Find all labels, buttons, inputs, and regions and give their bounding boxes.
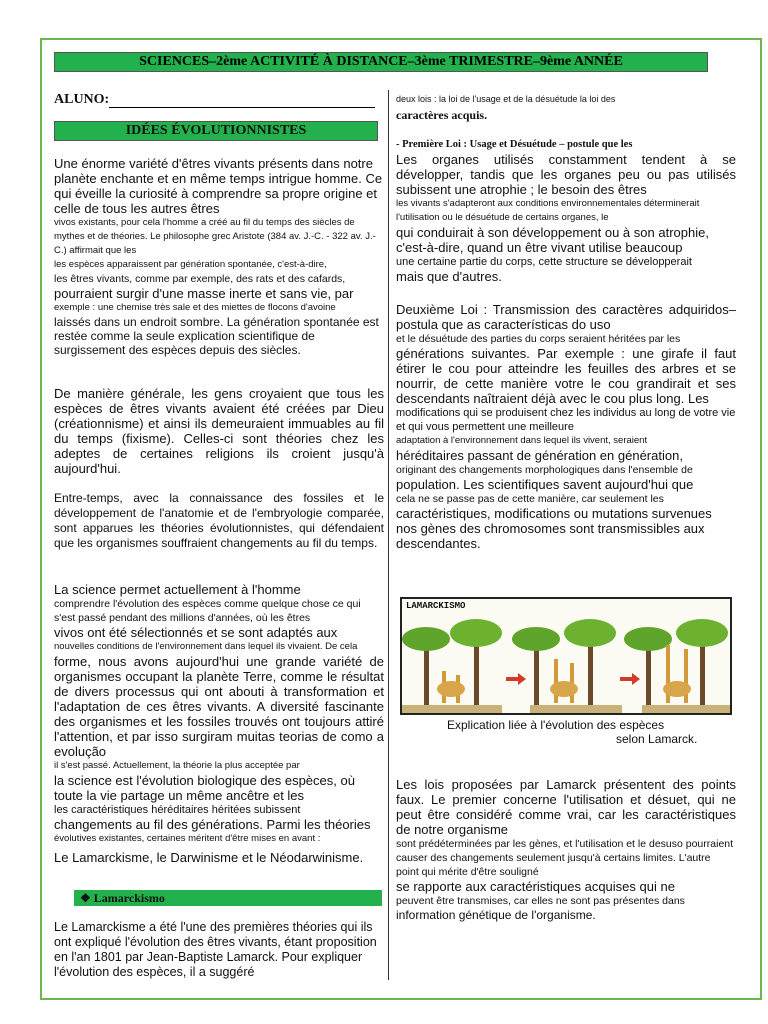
text-line: laissés dans un endroit sombre. La génération spontanée est restée comme la seule explication scientifique de surgissement des espèces depuis des siècles. — [54, 315, 379, 357]
text-line: deux lois : la loi de l'usage et de la désuétude la loi des — [396, 94, 616, 104]
student-name-field[interactable] — [54, 92, 378, 108]
text-line: Les organes utilisés constamment tendent à se développer, tandis que les organes peu ou pas utilisés subissent une atrophie ; le besoin des êtres — [396, 152, 736, 197]
text-line: exemple : une chemise très sale et des miettes de flocons d'avoine — [54, 302, 336, 313]
right-paragraph-3 — [396, 302, 736, 551]
right-paragraph-2 — [396, 138, 736, 284]
text-line: La science permet actuellement à l'homme — [54, 582, 301, 597]
text-line: cela ne se passe pas de cette manière, car seulement les — [396, 493, 664, 505]
text-line: forme, nous avons aujourd'hui une grande variété de organismes occupant la planète Terre, comme le résultat de divers processus qui ont abouti à transformation et l'adaptation de ces êtres vivants. A diversité fascinante des organismes et les fossiles trouvés ont toujours attiré l'attention, et par isso surgiram muitas teorias de como a evolução — [54, 654, 384, 759]
text-line: la science est l'évolution biologique des espèces, où toute la vie partage un même ancêtre et les — [54, 773, 355, 803]
text-line: pourraient surgir d'une masse inerte et sans vie, par — [54, 286, 354, 301]
column-divider — [388, 90, 389, 980]
text-line: caractères acquis. — [396, 108, 488, 122]
figure-caption — [400, 718, 732, 746]
text-line: Entre-temps, avec la connaissance des fossiles et le développement de l'anatomie et de l'embryologie comparée, sont apparues les théories évolutionnistes, qui défendaient que les organismes souffraient changements au fil du temps. — [54, 491, 384, 550]
text-line: et le désuétude des parties du corps seraient héritées par les — [396, 333, 681, 345]
text-line: évolutives existantes, certaines méritent d'être mises en avant : — [54, 833, 321, 844]
left-paragraph-3 — [54, 491, 384, 551]
text-line: mais que d'autres. — [396, 269, 502, 284]
text-line: il s'est passé. Actuellement, la théorie la plus acceptée par — [54, 760, 300, 771]
text-line: Deuxième Loi : Transmission des caractères adquiridos–postula que as características do uso — [396, 302, 736, 332]
text-line: population. Les scientifiques savent aujourd'hui que — [396, 477, 694, 492]
text-line: vivos ont été sélectionnés et se sont adaptés aux — [54, 625, 338, 640]
text-line: nouvelles conditions de l'environnement dans lequel ils vivaient. De cela — [54, 641, 358, 652]
right-paragraph-1 — [396, 92, 736, 124]
left-paragraph-1 — [54, 156, 384, 357]
text-line: les êtres vivants, comme par exemple, des rats et des cafards, — [54, 273, 346, 285]
caption-line-2: selon Lamarck. — [616, 732, 698, 746]
text-line: - Première Loi : Usage et Désuétude – postule que les — [396, 139, 633, 150]
text-line: caractéristiques, modifications ou mutations survenues nos gènes des chromosomes sont transmissibles aux descendantes. — [396, 506, 712, 551]
text-line: les caractéristiques héréditaires héritées subissent — [54, 804, 301, 816]
text-line: peuvent être transmises, car elles ne sont pas présentes dans — [396, 895, 685, 907]
caption-line-1: Explication liée à l'évolution des espèces — [447, 718, 665, 732]
text-line: comprendre l'évolution des espèces comme quelque chose ce qui s'est passé pendant des millions d'années, où les êtres — [54, 598, 361, 624]
text-line: modifications qui se produisent chez les individus au long de votre vie et qui vous permettent une meilleure — [396, 407, 736, 433]
text-line: sont prédéterminées par les gènes, et l'utilisation et le desuso pourraient causer des changements seulement jusqu'à certains limites. L'autre point qui mérite d'être souligné — [396, 838, 734, 878]
lamarckismo-heading: ❖ Lamarckismo — [74, 890, 382, 906]
left-paragraph-4 — [54, 582, 384, 865]
section-title: IDÉES ÉVOLUTIONNISTES — [54, 121, 378, 141]
left-paragraph-5 — [54, 920, 384, 980]
text-line: se rapporte aux caractéristiques acquises qui ne — [396, 879, 675, 894]
text-line: vivos existants, pour cela l'homme a créé au fil du temps des siècles de mythes et de théories. Le philosophe grec Aristote (384 av. J.-C. - 322 av. J.-C.) affirmait que les — [54, 217, 376, 256]
figure-label: LAMARCKISMO — [406, 601, 466, 611]
text-line: générations suivantes. Par exemple : une girafe il faut étirer le cou pour atteindre les feuilles des arbres et se nourrir, de cette manière votre le cou grandirait et ses descendants naîtraient déjà avec le cou plus long. Les — [396, 346, 736, 406]
text-line: Le Lamarckisme a été l'une des premières théories qui ils ont expliqué l'évolution des êtres vivants, étant proposition en l'an 1801 par Jean-Baptiste Lamarck. Pour expliquer l'évolution des espèces, il a suggéré — [54, 920, 377, 979]
text-line: adaptation à l'environnement dans lequel ils vivent, seraient — [396, 435, 648, 446]
text-line: une certaine partie du corps, cette structure se développerait — [396, 256, 692, 268]
text-line: information génétique de l'organisme. — [396, 908, 596, 922]
student-name-line[interactable] — [109, 93, 375, 108]
lamarckism-figure — [400, 597, 732, 715]
text-line: Une énorme variété d'êtres vivants présents dans notre planète enchante et en même temps intrigue homme. Ce qui éveille la curiosité à comprendre sa propre origine et celle de tous les autres êtres — [54, 156, 383, 216]
text-line: changements au fil des générations. Parmi les théories — [54, 817, 371, 832]
giraffe-illustration — [402, 599, 730, 713]
student-label: ALUNO: — [54, 92, 110, 107]
text-line: Les lois proposées par Lamarck présentent des points faux. Le premier concerne l'utilisation et désuet, qui ne peut être considéré comme vrai, car les caractéristiques de notre organisme — [396, 777, 736, 837]
left-paragraph-2 — [54, 386, 384, 476]
text-line: originant des changements morphologiques dans l'ensemble de — [396, 464, 693, 476]
right-paragraph-4 — [396, 777, 736, 923]
text-line: De manière générale, les gens croyaient que tous les espèces de êtres vivants avaient été créées par Dieu (créationnisme) et ainsi ils demeuraient immuables au fil du temps (fixisme). Celles-ci sont théories chez les adeptes de certaines religions ils croient jusqu'à aujourd'hui. — [54, 386, 384, 476]
text-line: Le Lamarckisme, le Darwinisme et le Néodarwinisme. — [54, 850, 364, 865]
text-line: les espèces apparaissent par génération spontanée, c'est-à-dire, — [54, 259, 327, 270]
text-line: qui conduirait à son développement ou à son atrophie, c'est-à-dire, quand un être vivant utilise beaucoup — [396, 225, 709, 255]
text-line: les vivants s'adapteront aux conditions environnementales déterminerait l'utilisation ou le désuétude de certains organes, le — [396, 198, 700, 223]
page-header: SCIENCES–2ème ACTIVITÉ À DISTANCE–3ème TRIMESTRE–9ème ANNÉE — [54, 52, 708, 72]
text-line: héréditaires passant de génération en génération, — [396, 448, 683, 463]
